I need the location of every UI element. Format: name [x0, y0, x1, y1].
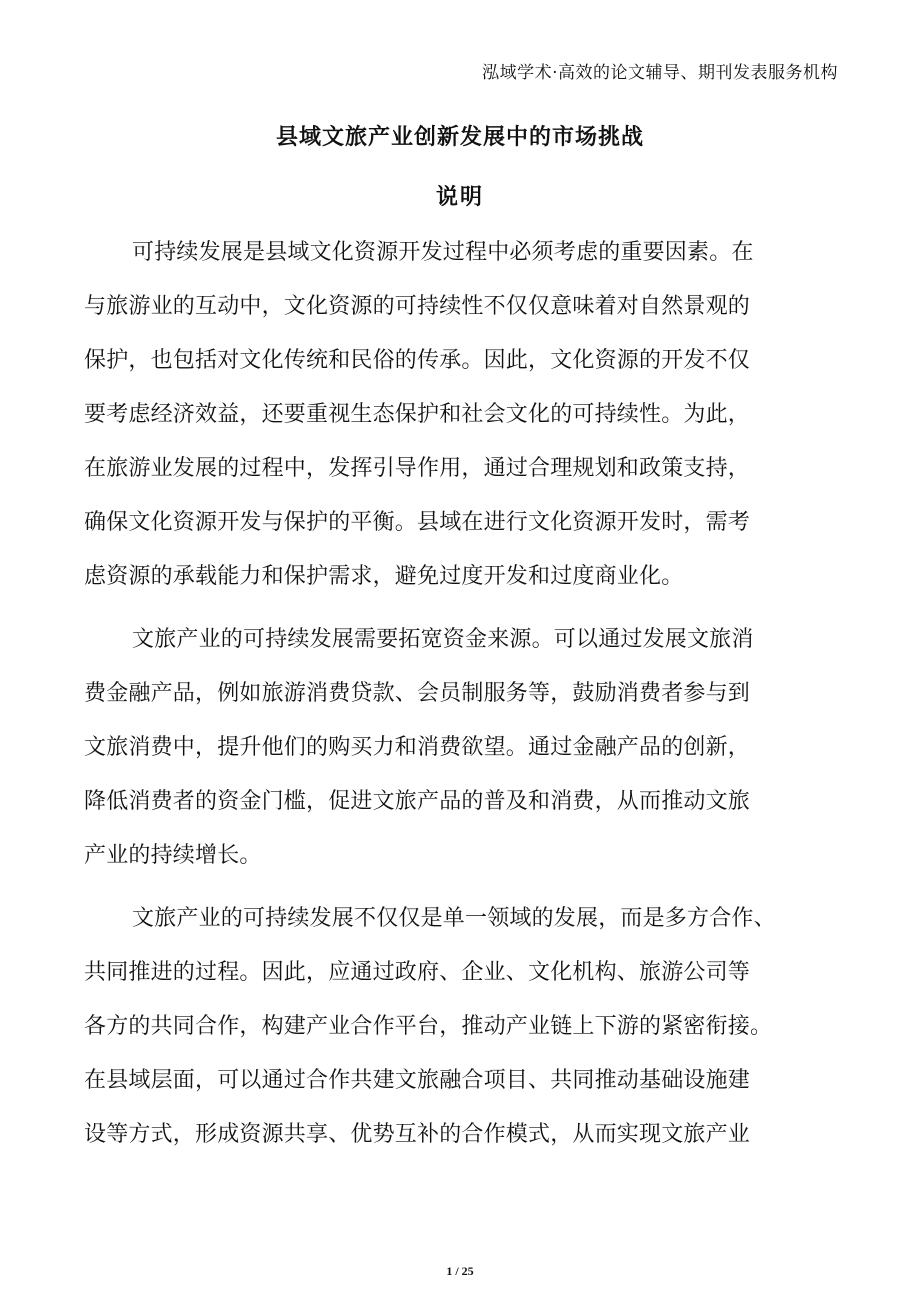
- paragraph-line: 在县域层面，可以通过合作共建文旅融合项目、共同推动基础设施建: [84, 1068, 751, 1093]
- page-header: 泓域学术·高效的论文辅导、期刊发表服务机构: [482, 63, 838, 83]
- paragraph-line: 共同推进的过程。因此，应通过政府、企业、文化机构、旅游公司等: [84, 960, 751, 985]
- page-number: 1 / 25: [446, 1264, 474, 1278]
- paragraph-line: 确保文化资源开发与保护的平衡。县域在进行文化资源开发时，需考: [84, 510, 751, 535]
- paragraph-line: 产业的持续增长。: [84, 843, 262, 868]
- paragraph-line: 费金融产品，例如旅游消费贷款、会员制服务等，鼓励消费者参与到: [84, 681, 751, 706]
- paragraph-line: 设等方式，形成资源共享、优势互补的合作模式，从而实现文旅产业: [84, 1122, 751, 1147]
- paragraph-line: 文旅消费中，提升他们的购买力和消费欲望。通过金融产品的创新，: [84, 735, 751, 760]
- section-heading: 说明: [435, 185, 484, 210]
- paragraph-line: 降低消费者的资金门槛，促进文旅产品的普及和消费，从而推动文旅: [84, 789, 751, 814]
- document-title: 县域文旅产业创新发展中的市场挑战: [275, 125, 644, 150]
- paragraph-line: 文旅产业的可持续发展不仅仅是单一领域的发展，而是多方合作、: [132, 906, 776, 931]
- paragraph-line: 可持续发展是县域文化资源开发过程中必须考虑的重要因素。在: [132, 240, 754, 265]
- paragraph-line: 在旅游业发展的过程中，发挥引导作用，通过合理规划和政策支持，: [84, 456, 751, 481]
- paragraph-line: 与旅游业的互动中，文化资源的可持续性不仅仅意味着对自然景观的: [84, 294, 751, 319]
- paragraph-line: 文旅产业的可持续发展需要拓宽资金来源。可以通过发展文旅消: [132, 627, 754, 652]
- paragraph-line: 要考虑经济效益，还要重视生态保护和社会文化的可持续性。为此，: [84, 402, 751, 427]
- paragraph-line: 虑资源的承载能力和保护需求，避免过度开发和过度商业化。: [84, 564, 684, 589]
- paragraph-line: 保护，也包括对文化传统和民俗的传承。因此，文化资源的开发不仅: [84, 348, 751, 373]
- paragraph-line: 各方的共同合作，构建产业合作平台，推动产业链上下游的紧密衔接。: [84, 1014, 773, 1039]
